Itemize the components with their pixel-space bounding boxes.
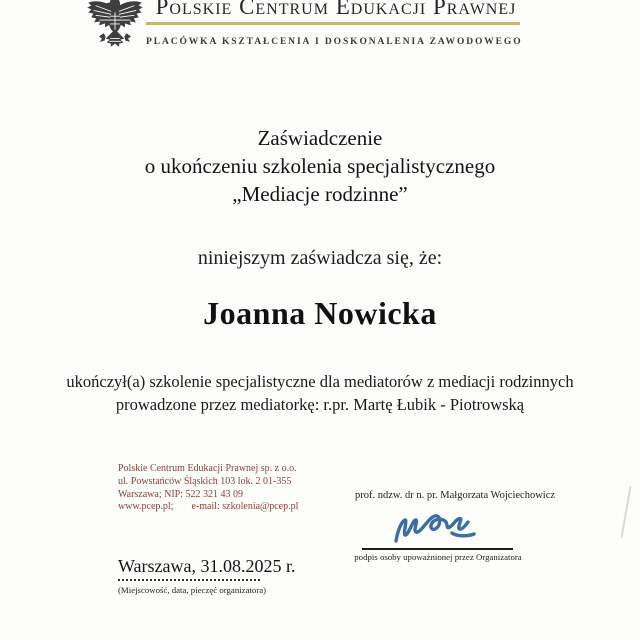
gold-divider: [146, 22, 520, 25]
signer-name: prof. ndzw. dr n. pr. Małgorzata Wojciechowicz: [354, 490, 556, 501]
org-contact-line1: Polskie Centrum Edukacji Prawnej sp. z o.o.: [118, 463, 297, 474]
date-caption: (Miejscowość, data, pieczęć organizatora): [118, 585, 267, 595]
place-and-date: Warszawa, 31.08.2025 r.: [118, 556, 296, 576]
certificate-title-line2: o ukończeniu szkolenia specjalistycznego: [144, 154, 496, 178]
certificate-title: [0, 124, 640, 208]
scan-artifact: [620, 486, 631, 537]
training-description-line1: ukończył(a) szkolenie specjalistyczne dla mediatorów z mediacji rodzinnych: [66, 372, 574, 391]
org-contact-line2: ul. Powstańców Śląskich 103 lok. 2 01-355: [118, 475, 292, 487]
signature-line: [362, 548, 513, 550]
training-description: [0, 371, 640, 416]
certify-statement: niniejszym zaświadcza się, że:: [197, 247, 443, 269]
org-contact-line3: Warszawa; NIP: 522 321 43 09: [118, 488, 244, 500]
org-contact-line4: [118, 501, 298, 514]
org-subtitle: PLACÓWKA KSZTAŁCENIA I DOSKONALENIA ZAWODOWEGO: [146, 37, 523, 47]
recipient-name: Joanna Nowicka: [203, 295, 437, 331]
certificate-title-line3: „Mediacje rodzinne”: [232, 182, 408, 206]
polish-eagle-emblem-icon: [86, 0, 144, 53]
org-contact-block: [118, 463, 298, 514]
signature-caption: podpis osoby upoważnionej przez Organizatora: [354, 552, 522, 562]
date-dotted-line: [118, 574, 260, 581]
certificate-title-line1: Zaświadczenie: [257, 126, 383, 150]
handwritten-signature-icon: [390, 505, 482, 549]
org-website: www.pcep.pl;: [118, 501, 174, 513]
org-name: Polskie Centrum Edukacji Prawnej: [155, 0, 517, 19]
org-email: e-mail: szkolenia@pcep.pl: [191, 501, 299, 513]
training-description-line2: prowadzone przez mediatorkę: r.pr. Martę Łubik - Piotrowską: [115, 394, 525, 414]
